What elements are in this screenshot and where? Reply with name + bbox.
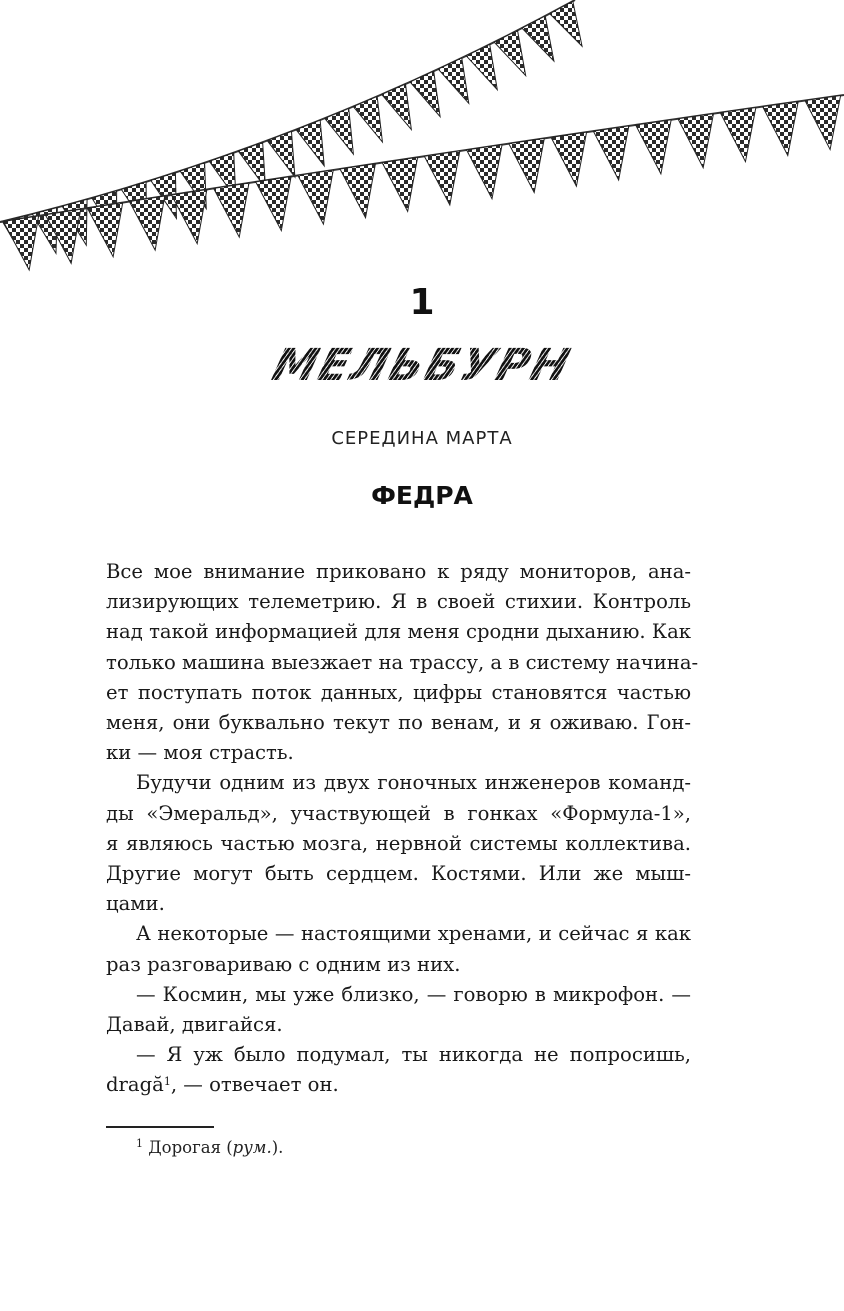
footnote-text-after: ). [271, 1138, 284, 1157]
chapter-title [0, 340, 844, 391]
text-line: А некоторые — настоящими хренами, и сейчас я как [136, 922, 691, 946]
text-line: только машина выезжает на трассу, а в систему начина- [106, 650, 699, 674]
footnote-reference[interactable]: 1 [163, 1075, 171, 1089]
text-line: цами. [106, 892, 165, 916]
text-line: ет поступать поток данных, цифры становятся частью [106, 680, 691, 704]
bunting-string-upper [0, 0, 582, 261]
text-line: Будучи одним из двух гоночных инженеров команд- [136, 771, 691, 795]
text-line: Другие могут быть сердцем. Костями. Или же мыш- [106, 862, 691, 886]
text-line: раз разговариваю с одним из них. [106, 952, 461, 976]
chapter-title-text: МЕЛЬБУРН [267, 340, 577, 391]
body-text [106, 557, 699, 1101]
pov-character-heading: ФЕДРА [371, 481, 473, 510]
text-line: Давай, двигайся. [106, 1013, 283, 1037]
text-line-last [106, 1070, 691, 1100]
footnote-text-before: Дорогая ( [148, 1138, 233, 1157]
footnote-marker: 1 [136, 1137, 143, 1150]
footnote-divider [106, 1126, 214, 1128]
chapter-subtitle: СЕРЕДИНА МАРТА [331, 428, 513, 449]
text-line: я являюсь частью мозга, нервной системы коллектива. [106, 831, 691, 855]
text-line: ды «Эмеральд», участвующей в гонках «Формула-1», [106, 801, 691, 825]
chapter-number: 1 [409, 282, 435, 323]
footnote [136, 1138, 283, 1157]
footnote-text-italic: рум. [232, 1138, 272, 1157]
text-line: ки — моя страсть. [106, 741, 294, 765]
bunting-string-lower [0, 95, 844, 270]
text-line: над такой информацией для меня сродни дыханию. Как [106, 620, 691, 644]
text-line: лизирующих телеметрию. Я в своей стихии. Контроль [106, 590, 691, 614]
text-line-rest: , — отвечает он. [170, 1073, 339, 1097]
text-line: меня, они буквально текут по венам, и я оживаю. Гон- [106, 711, 691, 735]
text-line: Все мое внимание приковано к ряду мониторов, ана- [106, 560, 691, 583]
text-line: — Я уж было подумал, ты никогда не попросишь, [136, 1043, 691, 1067]
foreign-word: dragă [106, 1073, 164, 1097]
bunting-illustration [0, 0, 844, 280]
text-line: — Космин, мы уже близко, — говорю в микрофон. — [136, 982, 691, 1006]
